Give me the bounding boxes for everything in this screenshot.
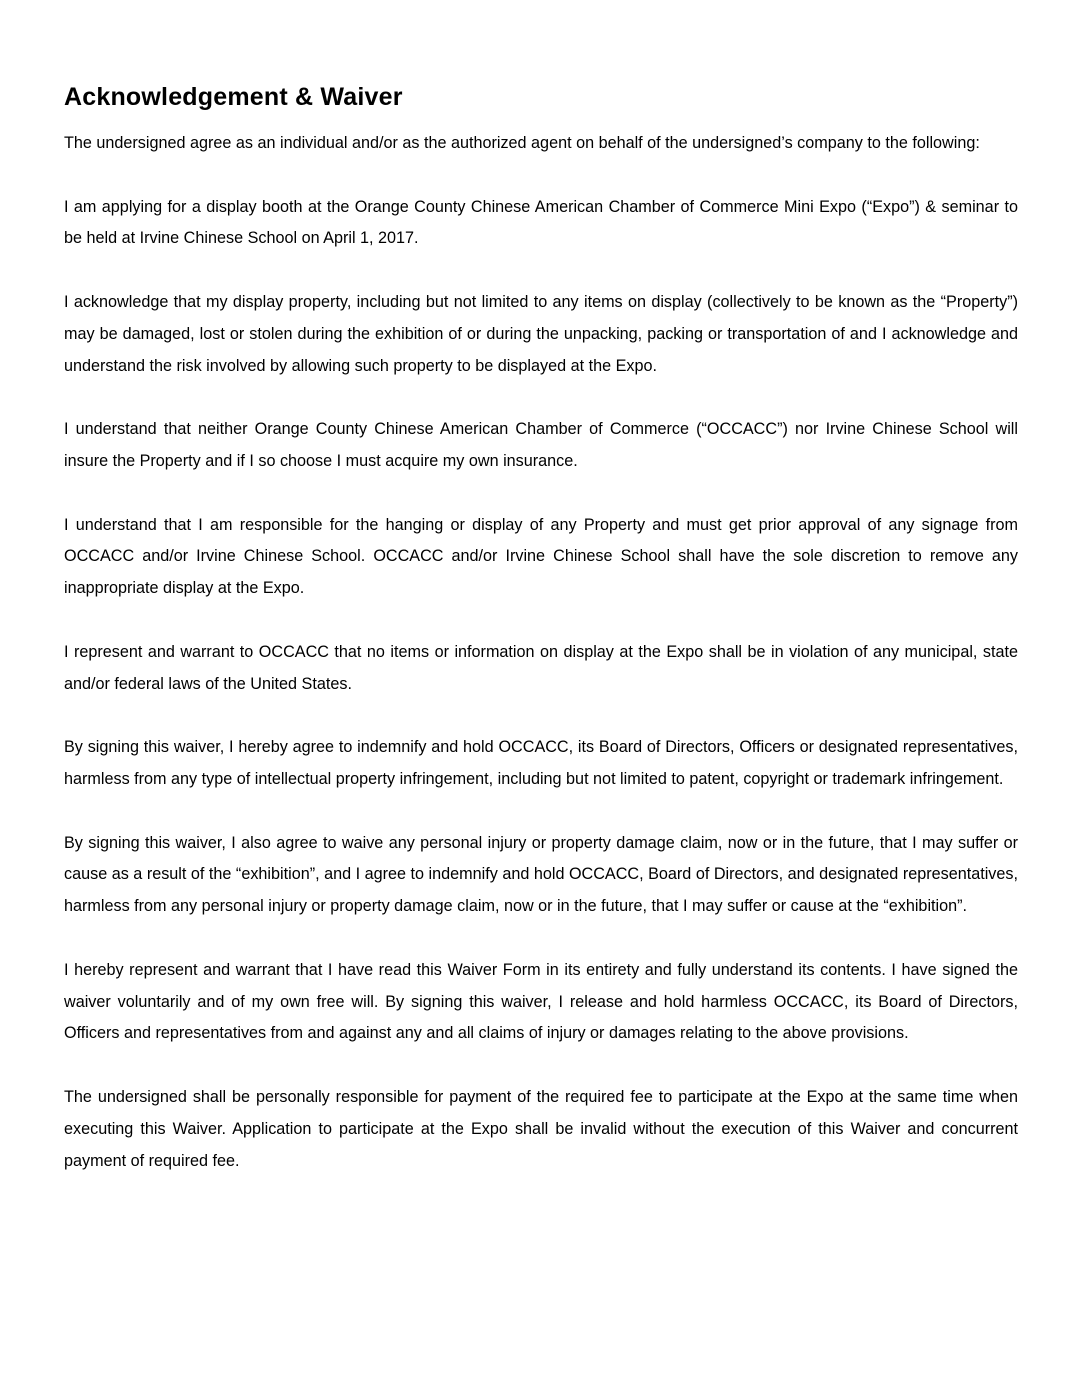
- paragraph-insurance: I understand that neither Orange County Chinese American Chamber of Commerce (“OCCACC”) nor Irvine Chinese School will insure the Property and if I so choose I must acquire my own insurance.: [64, 420, 1018, 470]
- document-page: [64, 80, 1018, 1177]
- paragraph-payment: The undersigned shall be personally responsible for payment of the required fee to participate at the Expo at the same time when executing this Waiver. Application to participate at the Expo shall be invalid without the execution of this Waiver and concurrent payment of required fee.: [64, 1087, 1018, 1170]
- paragraph-display-responsibility: I understand that I am responsible for the hanging or display of any Property and must get prior approval of any signage from OCCACC and/or Irvine Chinese School. OCCACC and/or Irvine Chinese School shall have the sole discretion to remove any inappropriate display at the Expo.: [64, 515, 1018, 598]
- document-title: Acknowledgement & Waiver: [64, 83, 403, 111]
- paragraph-intro: The undersigned agree as an individual and/or as the authorized agent on behalf of the undersigned’s company to the following:: [64, 134, 980, 152]
- paragraph-property-risk: I acknowledge that my display property, including but not limited to any items on display (collectively to be known as the “Property”) may be damaged, lost or stolen during the exhibition of or during the unpacking, packing or transportation of and I acknowledge and understand the risk involved by allowing such property to be displayed at the Expo.: [64, 292, 1018, 375]
- paragraph-legal-compliance: I represent and warrant to OCCACC that no items or information on display at the Expo shall be in violation of any municipal, state and/or federal laws of the United States.: [64, 642, 1018, 693]
- paragraph-injury-waiver: By signing this waiver, I also agree to waive any personal injury or property damage claim, now or in the future, that I may suffer or cause as a result of the “exhibition”, and I agree to indemnify and hold OCCACC, Board of Directors, and designated representatives, harmless from any personal injury or property damage claim, now or in the future, that I may suffer or cause at the “exhibition”.: [64, 833, 1018, 916]
- paragraph-booth-application: I am applying for a display booth at the Orange County Chinese American Chamber of Commerce Mini Expo (“Expo”) & seminar to be held at Irvine Chinese School on April 1, 2017.: [64, 197, 1018, 248]
- paragraph-ip-indemnity: By signing this waiver, I hereby agree to indemnify and hold OCCACC, its Board of Directors, Officers or designated representatives, harmless from any type of intellectual property infringement, including but not limited to patent, copyright or trademark infringement.: [64, 738, 1018, 788]
- paragraph-representation: I hereby represent and warrant that I have read this Waiver Form in its entirety and fully understand its contents. I have signed the waiver voluntarily and of my own free will. By signing this waiver, I release and hold harmless OCCACC, its Board of Directors, Officers and representatives from and against any and all claims of injury or damages relating to the above provisions.: [64, 960, 1018, 1043]
